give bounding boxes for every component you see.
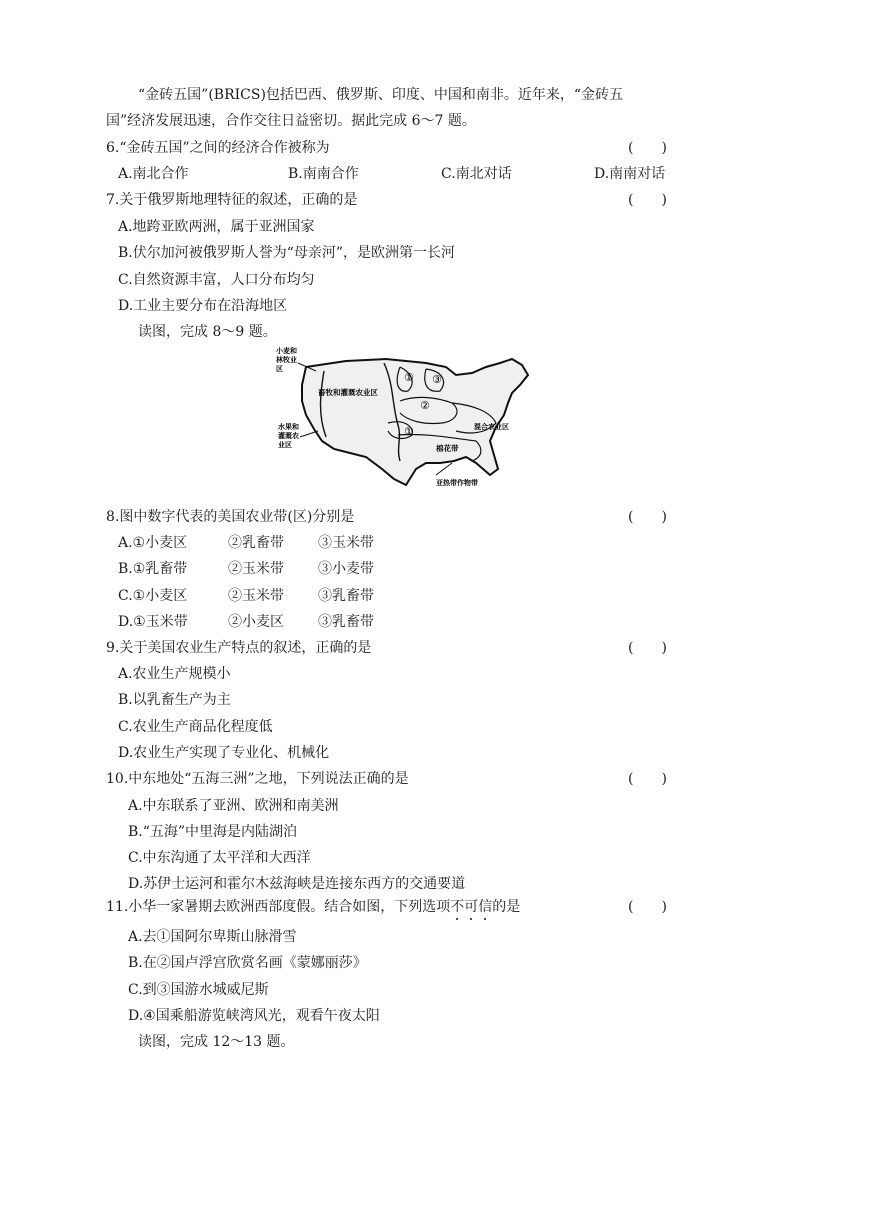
q7-option-a: A.地跨亚欧两洲，属于亚洲国家: [118, 219, 315, 235]
q7-option-c: C.自然资源丰富，人口分布均匀: [118, 272, 315, 288]
q6-options: [118, 165, 698, 183]
q11-option-a: A.去①国阿尔卑斯山脉滑雪: [128, 929, 297, 945]
q8-b-3: ③小麦带: [318, 561, 374, 577]
q7-option-d: D.工业主要分布在沿海地区: [118, 298, 288, 314]
q7-stem: 7.关于俄罗斯地理特征的叙述，正确的是: [106, 192, 358, 208]
label-zone-1: ①: [404, 371, 414, 384]
q10-stem: 10.中东地处“五海三洲”之地，下列说法正确的是: [106, 771, 409, 787]
label-mixed: 混合农业区: [474, 423, 509, 431]
q8-d-1: D.①玉米带: [118, 614, 188, 630]
q8-a-3: ③玉米带: [318, 535, 374, 551]
q9-answer-blank: ( ): [628, 640, 667, 656]
q11-option-d: D.④国乘船游览峡湾风光，观看午夜太阳: [128, 1008, 380, 1024]
q8-a-1: A.①小麦区: [118, 535, 188, 551]
q11-stem-emph-3: 信: [478, 899, 493, 915]
label-subtropical: 亚热带作物带: [436, 479, 478, 487]
q10-option-b: B.“五海”中里海是内陆湖泊: [128, 824, 298, 840]
label-cotton: 棉花带: [436, 444, 459, 453]
q10-answer-blank: ( ): [628, 771, 667, 787]
label-small-grain-2: 林牧业: [276, 356, 297, 364]
q7-answer-blank: ( ): [628, 192, 667, 208]
read-map-12-13: 读图，完成 12～13 题。: [138, 1034, 295, 1050]
intro-line-2: 国”经济发展迅速，合作交往日益密切。据此完成 6～7 题。: [106, 113, 476, 129]
q11-stem-pre: 11.小华一家暑期去欧洲西部度假。结合如图，下列选项: [106, 899, 451, 915]
q9-option-a: A.农业生产规模小: [118, 666, 231, 682]
q11-option-c: C.到③国游水城威尼斯: [128, 982, 269, 998]
q11-stem-emph-2: 可: [464, 899, 479, 915]
q9-option-b: B.以乳畜生产为主: [118, 692, 231, 708]
q8-option-a: [118, 534, 418, 552]
q8-c-1: C.①小麦区: [118, 588, 188, 604]
q8-option-c: [118, 587, 418, 605]
q10-option-a: A.中东联系了亚洲、欧洲和南美洲: [128, 798, 339, 814]
q6-stem: 6.“金砖五国”之间的经济合作被称为: [106, 140, 330, 156]
q8-option-d: [118, 613, 418, 631]
q8-stem: 8.图中数字代表的美国农业带(区)分别是: [106, 509, 355, 525]
label-zone-2: ②: [420, 399, 430, 412]
q6-option-d: D.南南对话: [594, 166, 666, 182]
label-fruit-2: 灌溉农: [278, 432, 299, 440]
q9-option-c: C.农业生产商品化程度低: [118, 719, 273, 735]
us-agriculture-map: [276, 345, 538, 493]
label-zone-1b: ①: [404, 425, 414, 438]
label-small-grain-3: 区: [276, 365, 283, 373]
q11-answer-blank: ( ): [628, 899, 667, 915]
q10-option-d: D.苏伊士运河和霍尔木兹海峡是连接东西方的交通要道: [128, 876, 466, 892]
q8-answer-blank: ( ): [628, 509, 667, 525]
label-fruit-3: 业区: [278, 441, 292, 449]
label-small-grain-1: 小麦和: [276, 347, 297, 355]
q11-stem-emph-1: 不: [450, 899, 465, 915]
q6-option-c: C.南北对话: [441, 166, 512, 182]
label-zone-3: ③: [432, 373, 442, 386]
q10-option-c: C.中东沟通了太平洋和大西洋: [128, 850, 311, 866]
q9-option-d: D.农业生产实现了专业化、机械化: [118, 745, 330, 761]
label-fruit-1: 水果和: [278, 423, 299, 431]
q11-stem: [106, 898, 520, 916]
q8-option-b: [118, 560, 418, 578]
q8-b-1: B.①乳畜带: [118, 561, 188, 577]
q8-d-2: ②小麦区: [228, 614, 284, 630]
q8-c-2: ②玉米带: [228, 588, 284, 604]
q8-d-3: ③乳畜带: [318, 614, 374, 630]
q8-b-2: ②玉米带: [228, 561, 284, 577]
q8-a-2: ②乳畜带: [228, 535, 284, 551]
read-map-8-9: 读图，完成 8～9 题。: [138, 324, 277, 340]
q11-option-b: B.在②国卢浮宫欣赏名画《蒙娜丽莎》: [128, 955, 367, 971]
q11-stem-post: 的是: [492, 899, 521, 915]
q6-option-b: B.南南合作: [288, 166, 359, 182]
q8-c-3: ③乳畜带: [318, 588, 374, 604]
q9-stem: 9.关于美国农业生产特点的叙述，正确的是: [106, 640, 372, 656]
q6-answer-blank: ( ): [628, 140, 667, 156]
intro-line-1: “金砖五国”(BRICS)包括巴西、俄罗斯、印度、中国和南非。近年来，“金砖五: [138, 87, 624, 103]
q6-option-a: A.南北合作: [118, 166, 189, 182]
label-grazing: 畜牧和灌溉农业区: [318, 388, 378, 397]
q7-option-b: B.伏尔加河被俄罗斯人誉为“母亲河”，是欧洲第一长河: [118, 245, 456, 261]
